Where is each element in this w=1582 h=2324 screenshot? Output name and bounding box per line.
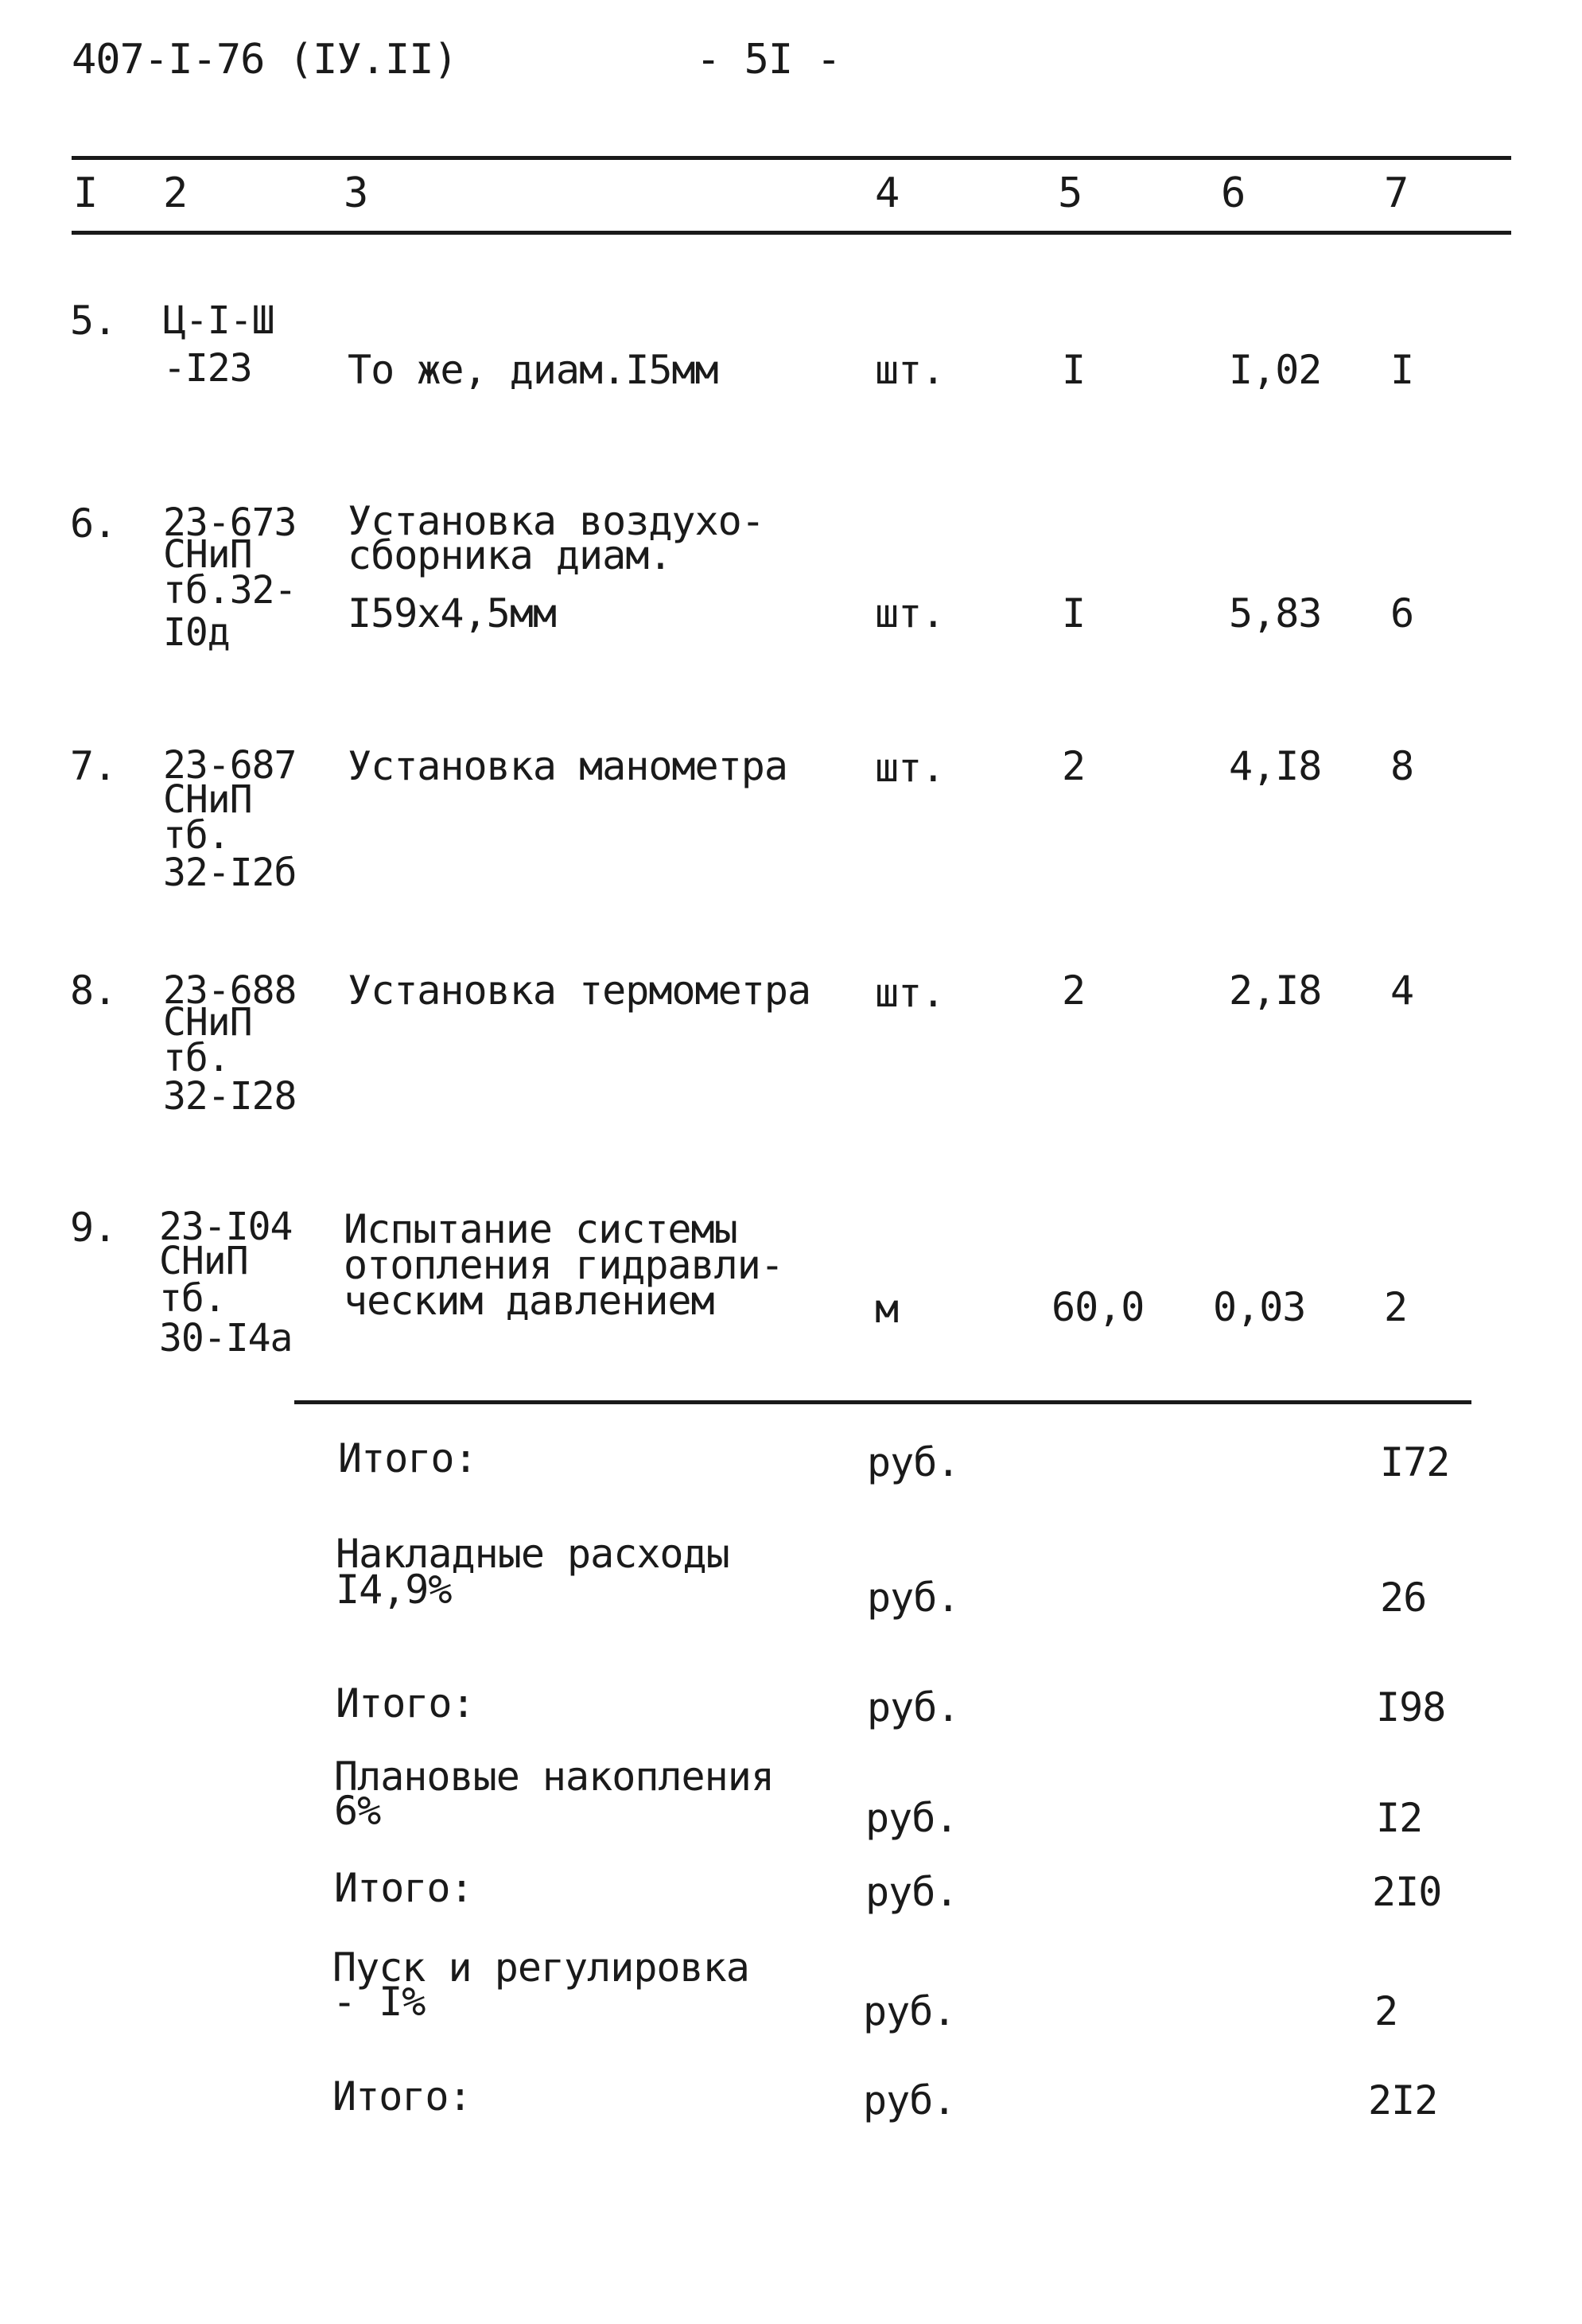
row-total: 4 — [1390, 967, 1414, 1014]
row-code-line: тб. — [163, 813, 230, 858]
row-total: I — [1390, 347, 1414, 393]
row-code-line: I0д — [163, 610, 230, 655]
row-total: 2 — [1384, 1284, 1408, 1330]
row-unit: шт. — [875, 745, 945, 791]
row-code-line: 23-688 — [163, 968, 297, 1013]
row-unit: шт. — [875, 590, 945, 636]
row-description: То же, диам.I5мм — [348, 347, 718, 393]
page-number: - 5I - — [696, 36, 841, 84]
document-code: 407-I-76 (IУ.II) — [72, 36, 457, 84]
summary-unit: руб. — [867, 1439, 960, 1485]
row-description-line: ческим давлением — [344, 1278, 714, 1324]
row-code-line: 30-I4а — [159, 1316, 293, 1361]
summary-value: I98 — [1376, 1684, 1446, 1730]
summary-label: Пуск и регулировка — [332, 1944, 749, 1991]
row-number: 6. — [70, 500, 117, 547]
summary-label: I4,9% — [336, 1567, 452, 1613]
row-unit: м — [875, 1286, 899, 1332]
summary-label: Итого: — [338, 1435, 477, 1481]
row-code-line: 23-687 — [163, 743, 297, 788]
row-unit-price: 5,83 — [1229, 590, 1322, 636]
summary-unit: руб. — [863, 1988, 956, 2034]
summary-value: 2I0 — [1372, 1869, 1442, 1915]
row-description-line: сборника диам. — [348, 532, 672, 578]
header-top-rule — [72, 156, 1511, 160]
row-description: Установка термометра — [348, 967, 811, 1014]
column-header-4: 4 — [875, 169, 900, 217]
row-unit-price: I,02 — [1229, 347, 1322, 393]
row-code-line: СНиП — [163, 777, 252, 822]
row-code-line: Ц-I-Ш — [163, 298, 274, 343]
row-number: 7. — [70, 743, 117, 789]
row-quantity: I — [1062, 347, 1086, 393]
summary-rule — [294, 1400, 1471, 1404]
row-quantity: 60,0 — [1051, 1284, 1145, 1330]
row-code-line: СНиП — [163, 532, 252, 577]
row-code-line: тб.32- — [163, 568, 297, 613]
row-code-line: СНиП — [163, 1000, 252, 1045]
summary-unit: руб. — [867, 1575, 960, 1621]
summary-label: Итого: — [334, 1865, 473, 1911]
summary-label: - I% — [332, 1979, 426, 2025]
summary-label: 6% — [334, 1788, 381, 1834]
header-bottom-rule — [72, 231, 1511, 235]
summary-label: Плановые накопления — [334, 1754, 774, 1800]
row-description: Установка манометра — [348, 743, 787, 789]
row-unit-price: 4,I8 — [1229, 743, 1322, 789]
row-description-line: Испытание системы — [344, 1206, 737, 1252]
row-unit: шт. — [875, 970, 945, 1016]
row-code-line: 23-673 — [163, 500, 297, 545]
row-code-line: тб. — [163, 1036, 230, 1080]
row-quantity: 2 — [1062, 743, 1086, 789]
row-description-line: Установка воздухо- — [348, 498, 764, 544]
row-code-line: тб. — [159, 1276, 226, 1321]
summary-value: I72 — [1380, 1439, 1450, 1485]
summary-label: Итого: — [332, 2073, 472, 2120]
column-header-7: 7 — [1384, 169, 1409, 217]
row-unit: шт. — [875, 347, 945, 393]
summary-unit: руб. — [865, 1869, 958, 1915]
row-description-line: отопления гидравли- — [344, 1242, 783, 1288]
summary-value: 2 — [1374, 1988, 1398, 2034]
row-total: 6 — [1390, 590, 1414, 636]
column-header-2: 2 — [163, 169, 188, 217]
summary-value: I2 — [1376, 1795, 1423, 1841]
row-number: 5. — [70, 298, 117, 344]
row-code-line: 32-I28 — [163, 1074, 297, 1119]
row-unit-price: 2,I8 — [1229, 967, 1322, 1014]
summary-label: Итого: — [336, 1680, 475, 1726]
row-unit-price: 0,03 — [1213, 1284, 1306, 1330]
summary-unit: руб. — [863, 2077, 956, 2124]
row-code-line: 23-I04 — [159, 1205, 293, 1249]
row-code-line: СНиП — [159, 1239, 248, 1283]
row-quantity: I — [1062, 590, 1086, 636]
column-header-1: I — [73, 169, 98, 217]
row-code-line: -I23 — [163, 346, 252, 391]
column-header-5: 5 — [1058, 169, 1083, 217]
row-number: 9. — [70, 1205, 117, 1251]
row-total: 8 — [1390, 743, 1414, 789]
summary-value: 2I2 — [1368, 2077, 1438, 2124]
summary-unit: руб. — [865, 1795, 958, 1841]
column-header-6: 6 — [1221, 169, 1246, 217]
summary-label: Накладные расходы — [336, 1531, 729, 1577]
column-header-3: 3 — [344, 169, 368, 217]
row-number: 8. — [70, 967, 117, 1014]
summary-unit: руб. — [867, 1684, 960, 1730]
summary-value: 26 — [1380, 1575, 1427, 1621]
row-quantity: 2 — [1062, 967, 1086, 1014]
row-description-line: I59х4,5мм — [348, 590, 556, 636]
row-code-line: 32-I2б — [163, 851, 297, 895]
